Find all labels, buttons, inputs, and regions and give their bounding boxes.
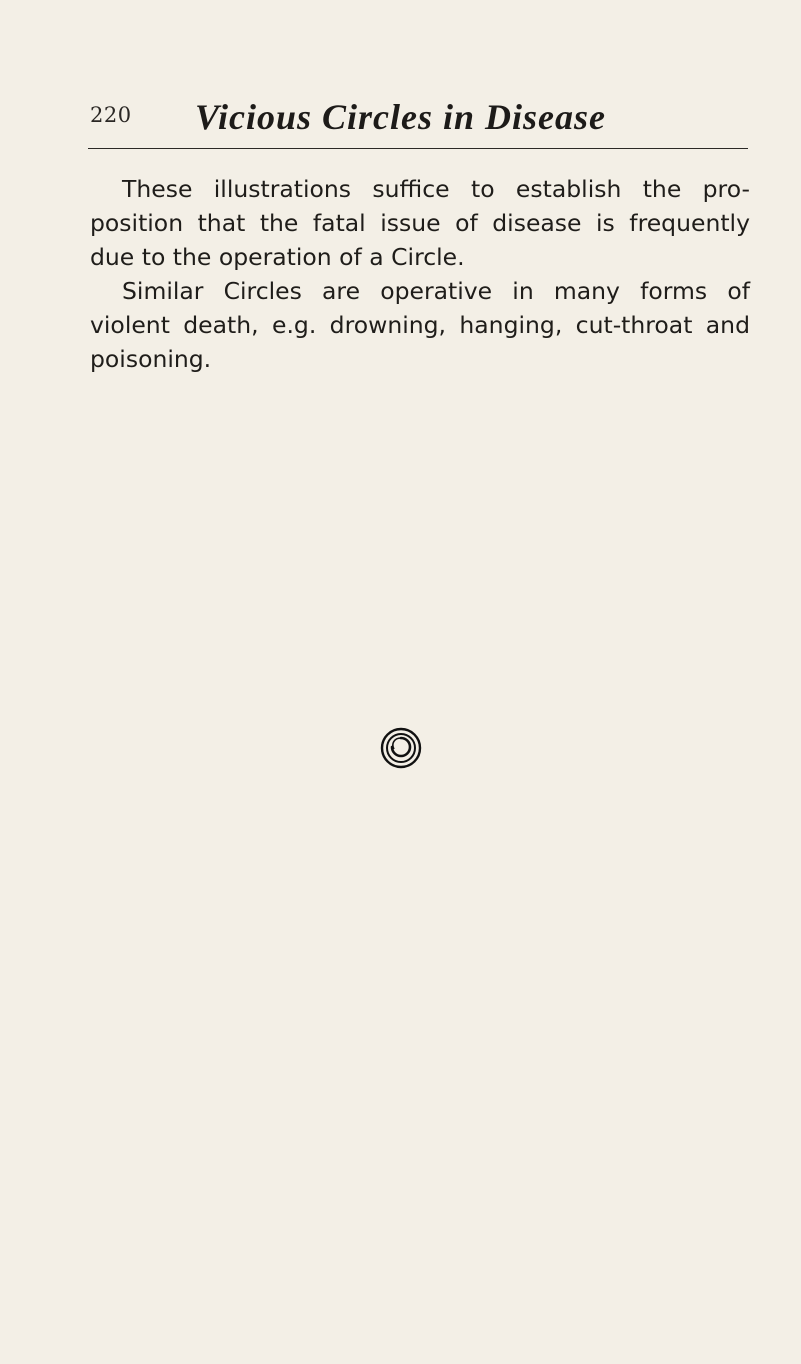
text-line: poisoning.: [90, 345, 212, 373]
page-number: 220: [90, 103, 132, 127]
text-line: due to the operation of a Circle.: [90, 243, 465, 271]
text-line: position that the fatal issue of disease is frequently: [90, 209, 750, 237]
text-line: These illustrations suffice to establish the pro-: [122, 175, 750, 203]
text-line: violent death, e.g. drowning, hanging, cut-throat and: [90, 311, 750, 339]
header-rule: [88, 148, 748, 149]
paragraph: [90, 172, 750, 274]
text-line: Similar Circles are operative in many forms of: [122, 277, 750, 305]
body-text: [90, 172, 750, 376]
paragraph: [90, 274, 750, 376]
library-stamp-icon: [380, 727, 422, 769]
running-title: Vicious Circles in Disease: [194, 97, 607, 137]
